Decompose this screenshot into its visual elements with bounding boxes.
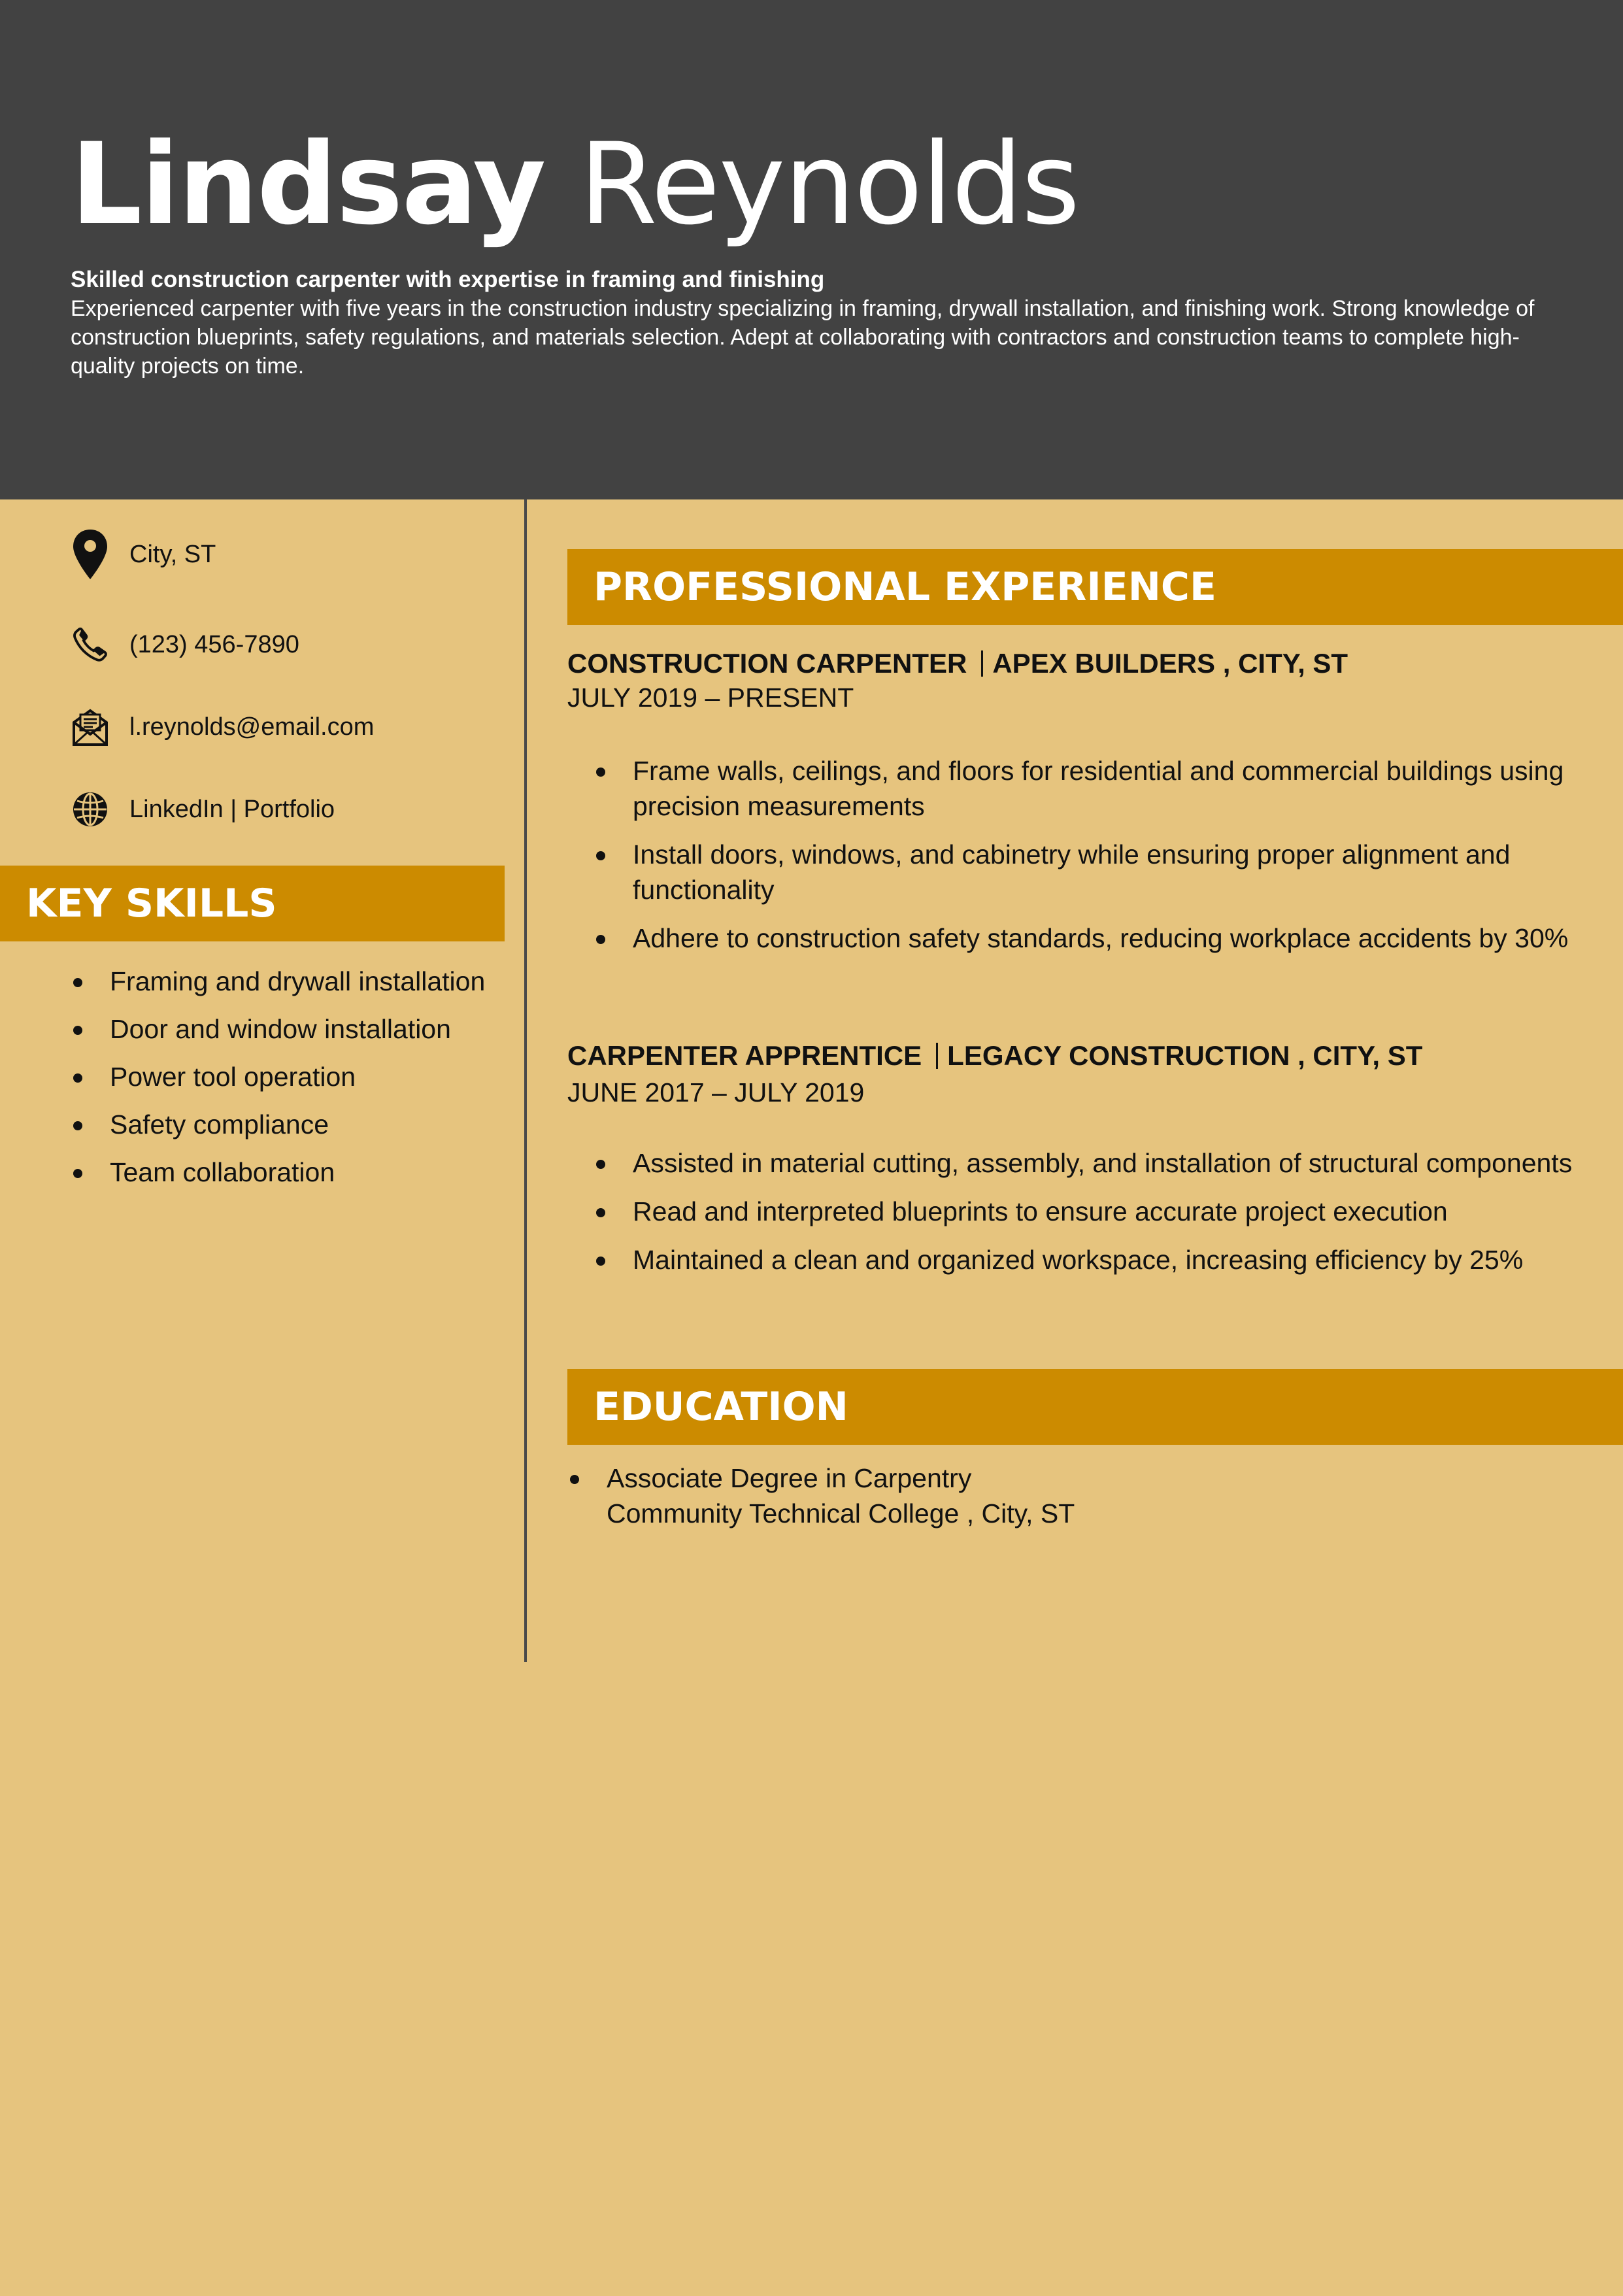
summary: Experienced carpenter with five years in the construction industry specializing in framing, drywall installation, and finishing work. Strong knowledge of construction blueprints, safety regulations, and materials selection. Adept at collaborating with contractors and construction teams to complete high-quality projects on time. — [71, 296, 1535, 379]
job-title: CONSTRUCTION CARPENTER — [567, 648, 967, 679]
job-company: LEGACY CONSTRUCTION , CITY, ST — [947, 1040, 1423, 1071]
skill-item: Team collaboration — [71, 1155, 495, 1190]
school: Community Technical College , City, ST — [607, 1498, 1075, 1528]
skill-item: Safety compliance — [71, 1107, 495, 1142]
map-pin-icon — [71, 528, 110, 581]
skill-item: Door and window installation — [71, 1011, 495, 1047]
title-separator — [981, 650, 983, 677]
contact-phone — [71, 618, 299, 671]
key-skills-heading: KEY SKILLS — [0, 866, 505, 941]
contact-links — [71, 783, 335, 836]
skill-item: Power tool operation — [71, 1059, 495, 1094]
contact-email — [71, 701, 374, 753]
job-bullet: Adhere to construction safety standards, reducing workplace accidents by 30% — [594, 920, 1594, 956]
job-bullets — [594, 753, 1594, 969]
job-title: CARPENTER APPRENTICE — [567, 1040, 922, 1071]
education-list — [567, 1460, 1548, 1531]
skill-item: Framing and drywall installation — [71, 964, 495, 999]
last-name: Reynolds — [579, 118, 1079, 250]
job-bullet: Assisted in material cutting, assembly, and installation of structural components — [594, 1145, 1594, 1181]
envelope-icon — [71, 701, 110, 753]
candidate-name — [71, 119, 1079, 250]
job-bullet: Maintained a clean and organized workspace, increasing efficiency by 25% — [594, 1242, 1594, 1277]
job-bullet: Install doors, windows, and cabinetry while ensuring proper alignment and functionality — [594, 837, 1594, 907]
job-title-line — [567, 1039, 1422, 1072]
job-dates: JULY 2019 – PRESENT — [567, 683, 854, 713]
job-dates: JUNE 2017 – JULY 2019 — [567, 1077, 865, 1107]
first-name: Lindsay — [71, 118, 545, 250]
links-text: LinkedIn | Portfolio — [129, 795, 335, 823]
experience-heading: PROFESSIONAL EXPERIENCE — [567, 549, 1623, 625]
column-divider — [524, 499, 527, 1662]
job-bullet: Frame walls, ceilings, and floors for residential and commercial buildings using precision measurements — [594, 753, 1594, 824]
job-bullet: Read and interpreted blueprints to ensure accurate project execution — [594, 1194, 1594, 1229]
title-separator — [936, 1043, 938, 1069]
degree: Associate Degree in Carpentry — [607, 1463, 972, 1493]
education-heading: EDUCATION — [567, 1369, 1623, 1445]
job-bullets — [594, 1145, 1594, 1291]
contact-location — [71, 528, 216, 581]
email-text: l.reynolds@email.com — [129, 713, 375, 741]
tagline: Skilled construction carpenter with expertise in framing and finishing — [71, 267, 825, 292]
job-company: APEX BUILDERS , CITY, ST — [992, 648, 1348, 679]
education-item — [567, 1460, 1548, 1531]
globe-icon — [71, 783, 110, 836]
phone-text: (123) 456-7890 — [129, 630, 299, 658]
job-title-line — [567, 647, 1348, 680]
skills-list — [71, 964, 495, 1202]
phone-icon — [71, 618, 110, 671]
location-text: City, ST — [129, 540, 216, 568]
header-banner — [0, 0, 1623, 499]
